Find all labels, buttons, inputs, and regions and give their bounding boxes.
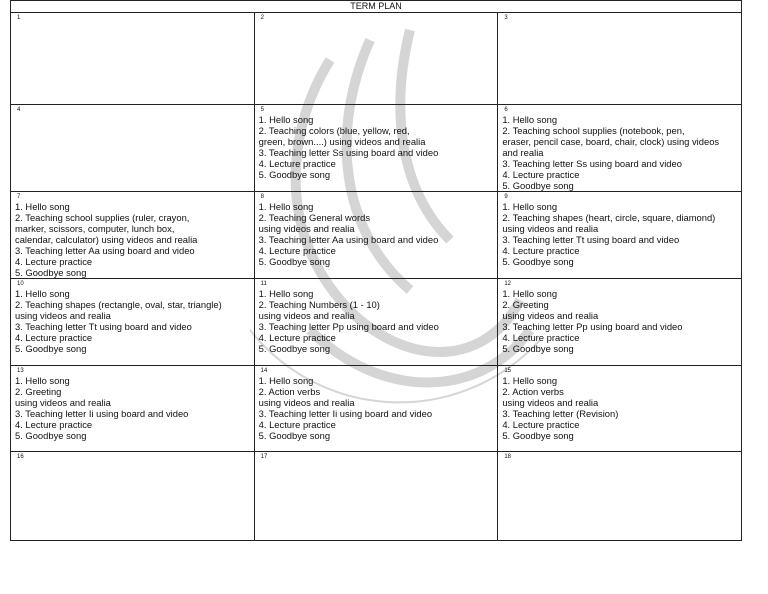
- lesson-line: and realia: [502, 147, 544, 158]
- lesson-line: 4. Lecture practice: [15, 256, 93, 267]
- table-title: TERM PLAN: [11, 1, 742, 13]
- week-cell: [498, 452, 742, 541]
- lesson-line: 5. Goodbye song: [502, 430, 574, 441]
- lesson-line: green, brown....) using videos and realia: [258, 136, 426, 147]
- week-cell: [498, 105, 742, 192]
- week-cell: [254, 105, 498, 192]
- lesson-line: 5. Goodbye song: [502, 343, 574, 354]
- lesson-line: 4. Lecture practice: [502, 419, 580, 430]
- lesson-line: 5. Goodbye song: [15, 430, 87, 441]
- lesson-line: 1. Hello song: [502, 114, 558, 125]
- lesson-line: 4. Lecture practice: [258, 419, 336, 430]
- week-number: 14: [260, 368, 268, 374]
- lesson-line: 1. Hello song: [258, 201, 314, 212]
- lesson-line: 3. Teaching letter Tt using board and video: [15, 321, 192, 332]
- week-number: 12: [504, 281, 511, 287]
- lesson-line: 5. Goodbye song: [502, 256, 574, 267]
- lesson-line: 5. Goodbye song: [502, 180, 574, 191]
- term-plan-table: [10, 0, 742, 541]
- lesson-line: using videos and realia: [258, 223, 355, 234]
- lesson-line: 1. Hello song: [502, 201, 558, 212]
- week-cell: [254, 366, 498, 452]
- lesson-line: 5. Goodbye song: [258, 256, 331, 267]
- week-cell: [254, 452, 498, 541]
- lesson-line: 4. Lecture practice: [258, 158, 336, 169]
- week-cell: [11, 366, 255, 452]
- lesson-lines: [255, 375, 498, 441]
- week-number: 15: [504, 368, 511, 374]
- lesson-line: 5. Goodbye song: [15, 267, 87, 278]
- lesson-lines: [498, 201, 741, 267]
- lesson-line: 3. Teaching letter Aa using board and video: [15, 245, 195, 256]
- lesson-line: 2. Teaching General words: [258, 212, 371, 223]
- week-cell: [498, 13, 742, 105]
- lesson-line: 1. Hello song: [502, 288, 558, 299]
- lesson-lines: [255, 288, 498, 354]
- week-number: 6: [504, 107, 508, 113]
- lesson-lines: [11, 375, 254, 441]
- lesson-line: 1. Hello song: [15, 288, 70, 299]
- week-cell: [11, 279, 255, 366]
- week-number: 1: [17, 15, 21, 21]
- lesson-lines: [11, 288, 254, 354]
- week-number: 8: [260, 194, 264, 200]
- lesson-line: using videos and realia: [258, 310, 355, 321]
- lesson-line: 4. Lecture practice: [502, 245, 580, 256]
- lesson-line: 3. Teaching letter Ss using board and video: [258, 147, 439, 158]
- lesson-line: using videos and realia: [15, 310, 111, 321]
- week-cell: [254, 279, 498, 366]
- lesson-lines: [498, 375, 741, 441]
- lesson-line: eraser, pencil case, board, chair, clock) using videos: [502, 136, 720, 147]
- lesson-line: 2. Teaching school supplies (notebook, pen,: [502, 125, 685, 136]
- week-cell: [11, 192, 255, 279]
- lesson-line: using videos and realia: [15, 397, 111, 408]
- week-cell: [11, 13, 255, 105]
- week-cell: [11, 452, 255, 541]
- week-number: 11: [260, 281, 267, 287]
- lesson-line: 2. Teaching shapes (heart, circle, square, diamond): [502, 212, 716, 223]
- lesson-line: 4. Lecture practice: [258, 245, 336, 256]
- week-number: 2: [260, 15, 264, 21]
- week-number: 17: [260, 454, 268, 460]
- lesson-line: 3. Teaching letter Ss using board and video: [502, 158, 682, 169]
- lesson-lines: [11, 201, 254, 278]
- lesson-line: using videos and realia: [258, 397, 355, 408]
- week-cell: [498, 192, 742, 279]
- week-cell: [498, 279, 742, 366]
- week-cell: [11, 105, 255, 192]
- lesson-line: 5. Goodbye song: [258, 430, 331, 441]
- lesson-line: 4. Lecture practice: [502, 332, 580, 343]
- lesson-line: 2. Action verbs: [258, 386, 321, 397]
- lesson-line: 1. Hello song: [258, 114, 314, 125]
- lesson-line: 5. Goodbye song: [258, 343, 331, 354]
- lesson-line: using videos and realia: [502, 310, 599, 321]
- lesson-lines: [498, 288, 741, 354]
- week-number: 18: [504, 454, 511, 460]
- lesson-line: 2. Teaching shapes (rectangle, oval, star, triangle): [15, 299, 222, 310]
- week-number: 5: [260, 107, 264, 113]
- lesson-lines: [255, 114, 498, 180]
- lesson-line: 1. Hello song: [502, 375, 558, 386]
- lesson-line: 2. Greeting: [502, 299, 549, 310]
- week-number: 9: [504, 194, 508, 200]
- lesson-line: 3. Teaching letter (Revision): [502, 408, 619, 419]
- lesson-line: 2. Teaching Numbers (1 - 10): [258, 299, 380, 310]
- lesson-line: 4. Lecture practice: [258, 332, 336, 343]
- lesson-line: 5. Goodbye song: [15, 343, 87, 354]
- lesson-line: marker, scissors, computer, lunch box,: [15, 223, 175, 234]
- lesson-line: 3. Teaching letter Tt using board and video: [502, 234, 680, 245]
- week-number: 3: [504, 15, 508, 21]
- lesson-line: 4. Lecture practice: [502, 169, 580, 180]
- lesson-line: 2. Teaching school supplies (ruler, crayon,: [15, 212, 190, 223]
- lesson-line: 2. Greeting: [15, 386, 62, 397]
- lesson-line: 3. Teaching letter Pp using board and video: [502, 321, 683, 332]
- lesson-line: 4. Lecture practice: [15, 419, 93, 430]
- lesson-line: 3. Teaching letter Ii using board and video: [258, 408, 433, 419]
- lesson-line: using videos and realia: [502, 397, 599, 408]
- lesson-line: 3. Teaching letter Ii using board and video: [15, 408, 189, 419]
- week-number: 13: [17, 368, 24, 374]
- lesson-line: 2. Teaching colors (blue, yellow, red,: [258, 125, 410, 136]
- week-number: 7: [17, 194, 21, 200]
- lesson-line: 4. Lecture practice: [15, 332, 93, 343]
- lesson-line: calendar, calculator) using videos and realia: [15, 234, 198, 245]
- lesson-line: using videos and realia: [502, 223, 599, 234]
- week-number: 10: [17, 281, 24, 287]
- lesson-line: 1. Hello song: [258, 375, 314, 386]
- lesson-line: 1. Hello song: [258, 288, 314, 299]
- lesson-line: 3. Teaching letter Pp using board and video: [258, 321, 439, 332]
- lesson-line: 3. Teaching letter Aa using board and video: [258, 234, 439, 245]
- week-cell: [254, 192, 498, 279]
- lesson-line: 1. Hello song: [15, 201, 70, 212]
- lesson-lines: [255, 201, 498, 267]
- week-cell: [254, 13, 498, 105]
- lesson-line: 2. Action verbs: [502, 386, 564, 397]
- lesson-lines: [498, 114, 741, 191]
- week-cell: [498, 366, 742, 452]
- week-number: 16: [17, 454, 24, 460]
- lesson-line: 5. Goodbye song: [258, 169, 331, 180]
- lesson-line: 1. Hello song: [15, 375, 70, 386]
- week-number: 4: [17, 107, 21, 113]
